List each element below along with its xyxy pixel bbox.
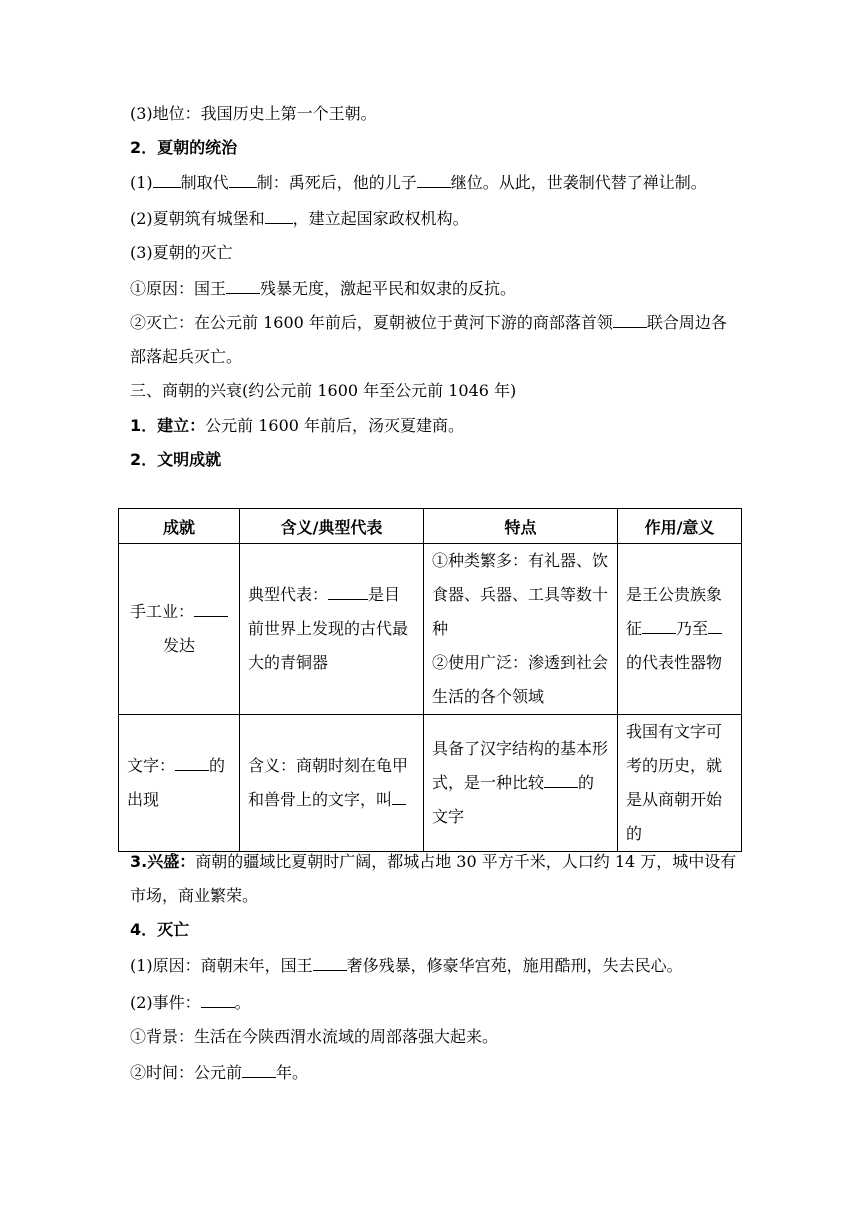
document-page-continued bbox=[130, 852, 740, 1097]
achievements-table bbox=[118, 508, 742, 852]
table-cell: 含义：商朝时刻在龟甲和兽骨上的文字，叫 bbox=[240, 715, 424, 852]
fill-blank[interactable] bbox=[392, 788, 406, 805]
fill-blank[interactable] bbox=[613, 311, 647, 328]
section-heading: 2．文明成就 bbox=[130, 450, 222, 470]
text-line: (1) 制取代 制：禹死后，他的儿子 继位。从此，世袭制代替了禅让制。 bbox=[130, 172, 707, 192]
fill-blank[interactable] bbox=[313, 954, 347, 971]
fill-blank[interactable] bbox=[153, 171, 181, 188]
fill-blank[interactable] bbox=[544, 771, 578, 788]
text-line: (2)事件： 。 bbox=[130, 992, 251, 1012]
text-line: (1)原因：商朝末年，国王 奢侈残暴，修豪华宫苑，施用酷刑，失去民心。 bbox=[130, 956, 683, 976]
fill-blank[interactable] bbox=[175, 754, 209, 771]
text-line: ②时间：公元前 年。 bbox=[130, 1063, 309, 1083]
table-header-cell: 特点 bbox=[424, 509, 618, 544]
section-heading: 4．灭亡 bbox=[130, 920, 190, 939]
table-header-row bbox=[119, 509, 742, 544]
text-line: 三、商朝的兴衰(约公元前 1600 年至公元前 1046 年) bbox=[130, 381, 517, 401]
fill-blank[interactable] bbox=[229, 171, 257, 188]
table-row bbox=[119, 715, 742, 852]
fill-blank[interactable] bbox=[328, 583, 368, 600]
text-line: (2)夏朝筑有城堡和 ，建立起国家政权机构。 bbox=[130, 208, 469, 228]
fill-blank[interactable] bbox=[226, 277, 260, 294]
text-line: ②灭亡：在公元前 1600 年前后，夏朝被位于黄河下游的商部落首领 联合周边各部落起兵灭亡。 bbox=[130, 313, 727, 367]
fill-blank[interactable] bbox=[265, 207, 293, 224]
table-cell: 手工业：发达 bbox=[119, 544, 240, 715]
section-heading: 2．夏朝的统治 bbox=[130, 138, 238, 158]
text-line: 3.兴盛：商朝的疆域比夏朝时广阔，都城占地 30 平方千米，人口约 14 万，城中设有市场，商业繁荣。 bbox=[130, 852, 737, 905]
table-header-cell: 成就 bbox=[119, 509, 240, 544]
table-header-cell: 含义/典型代表 bbox=[240, 509, 424, 544]
table-cell: 典型代表： 是目前世界上发现的古代最大的青铜器 bbox=[240, 544, 424, 715]
fill-blank[interactable] bbox=[708, 617, 722, 634]
fill-blank[interactable] bbox=[242, 1061, 276, 1078]
text-line: 1．建立：公元前 1600 年前后，汤灭夏建商。 bbox=[130, 415, 465, 435]
table-cell: 我国有文字可考的历史，就是从商朝开始的 bbox=[618, 715, 742, 852]
table-header-cell: 作用/意义 bbox=[618, 509, 742, 544]
table-cell: 具备了汉字结构的基本形式，是一种比较 的文字 bbox=[424, 715, 618, 852]
fill-blank[interactable] bbox=[201, 991, 235, 1008]
fill-blank[interactable] bbox=[194, 600, 228, 617]
table-cell: ①种类繁多：有礼器、饮食器、兵器、工具等数十种 ②使用广泛：渗透到社会生活的各个领域 bbox=[424, 544, 618, 715]
text-line: ①原因：国王 残暴无度，激起平民和奴隶的反抗。 bbox=[130, 279, 517, 299]
table-cell: 是王公贵族象征 乃至的代表性器物 bbox=[618, 544, 742, 715]
table-row bbox=[119, 544, 742, 715]
text-line: (3)地位：我国历史上第一个王朝。 bbox=[130, 104, 377, 123]
text-line: (3)夏朝的灭亡 bbox=[130, 242, 233, 262]
fill-blank[interactable] bbox=[642, 617, 676, 634]
document-page bbox=[130, 104, 740, 484]
text-line: ①背景：生活在今陕西渭水流域的周部落强大起来。 bbox=[130, 1026, 499, 1046]
table-cell: 文字： 的出现 bbox=[119, 715, 240, 852]
fill-blank[interactable] bbox=[417, 171, 451, 188]
